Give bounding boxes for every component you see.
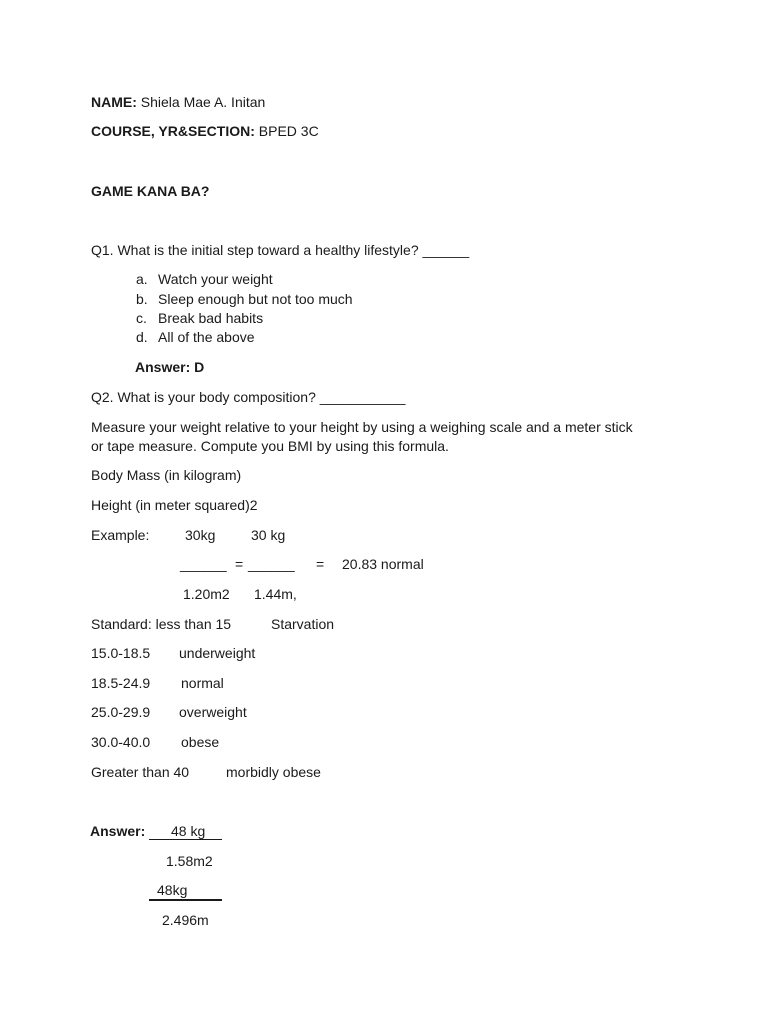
q1-option-d-letter: d.: [136, 329, 148, 345]
q2-question: Q2. What is your body composition? ___________: [91, 389, 406, 405]
example-numerator-2: 30 kg: [251, 527, 286, 543]
standard-class-starvation: Starvation: [271, 616, 335, 632]
example-denominator-2: 1.44m,: [254, 586, 297, 602]
formula-line1: Body Mass (in kilogram): [91, 467, 242, 483]
name-value: Shiela Mae A. Initan: [136, 94, 266, 110]
q2-answer-fraction-bar-2: [149, 899, 222, 901]
standard-label: Standard: less than 15: [91, 616, 232, 632]
standard-class-underweight: underweight: [179, 645, 256, 661]
q1-option-b-letter: b.: [136, 291, 148, 307]
standard-class-obese: obese: [181, 734, 220, 750]
example-result: 20.83 normal: [342, 556, 424, 572]
q1-option-b-text: Sleep enough but not too much: [158, 291, 353, 307]
formula-line2: Height (in meter squared)2: [91, 497, 258, 513]
standard-range-normal: 18.5-24.9: [91, 675, 151, 691]
document-title: GAME KANA BA?: [91, 183, 210, 199]
q1-option-a-text: Watch your weight: [158, 271, 273, 287]
example-blank-2: ______: [248, 556, 295, 572]
course-line: [91, 122, 319, 140]
q2-answer-fraction-bar-1: [149, 839, 222, 840]
standard-class-normal: normal: [181, 675, 224, 691]
name-label: NAME:: [91, 94, 137, 110]
example-equals-1: =: [235, 556, 244, 572]
q2-instruction-line2: or tape measure. Compute you BMI by using this formula.: [91, 438, 449, 454]
example-numerator-1: 30kg: [185, 527, 216, 543]
example-denominator-1: 1.20m2: [183, 586, 230, 602]
name-line: [91, 93, 265, 111]
q1-answer: Answer: D: [135, 359, 205, 375]
example-blank-1: ______: [180, 556, 227, 572]
q2-answer-label: Answer:: [90, 823, 146, 839]
standard-range-underweight: 15.0-18.5: [91, 645, 151, 661]
course-value: BPED 3C: [254, 123, 319, 139]
q2-answer-numerator-2: 48kg: [157, 882, 188, 898]
standard-class-morbidly-obese: morbidly obese: [226, 764, 321, 780]
standard-range-obese: 30.0-40.0: [91, 734, 151, 750]
q2-instruction-line1: Measure your weight relative to your height by using a weighing scale and a meter stick: [91, 419, 633, 435]
q1-option-d-text: All of the above: [158, 329, 255, 345]
q1-question: Q1. What is the initial step toward a healthy lifestyle? ______: [91, 242, 470, 258]
course-label: COURSE, YR&SECTION:: [91, 123, 255, 139]
example-equals-2: =: [316, 556, 325, 572]
example-label: Example:: [91, 527, 150, 543]
q1-option-c-letter: c.: [136, 310, 147, 326]
q2-answer-numerator-1: 48 kg: [171, 823, 206, 839]
standard-range-morbidly-obese: Greater than 40: [91, 764, 190, 780]
standard-range-overweight: 25.0-29.9: [91, 704, 151, 720]
q2-answer-denominator-1: 1.58m2: [166, 853, 213, 869]
standard-class-overweight: overweight: [179, 704, 247, 720]
q2-answer-denominator-2: 2.496m: [162, 912, 209, 928]
q1-option-c-text: Break bad habits: [158, 310, 264, 326]
q1-option-a-letter: a.: [136, 271, 148, 287]
